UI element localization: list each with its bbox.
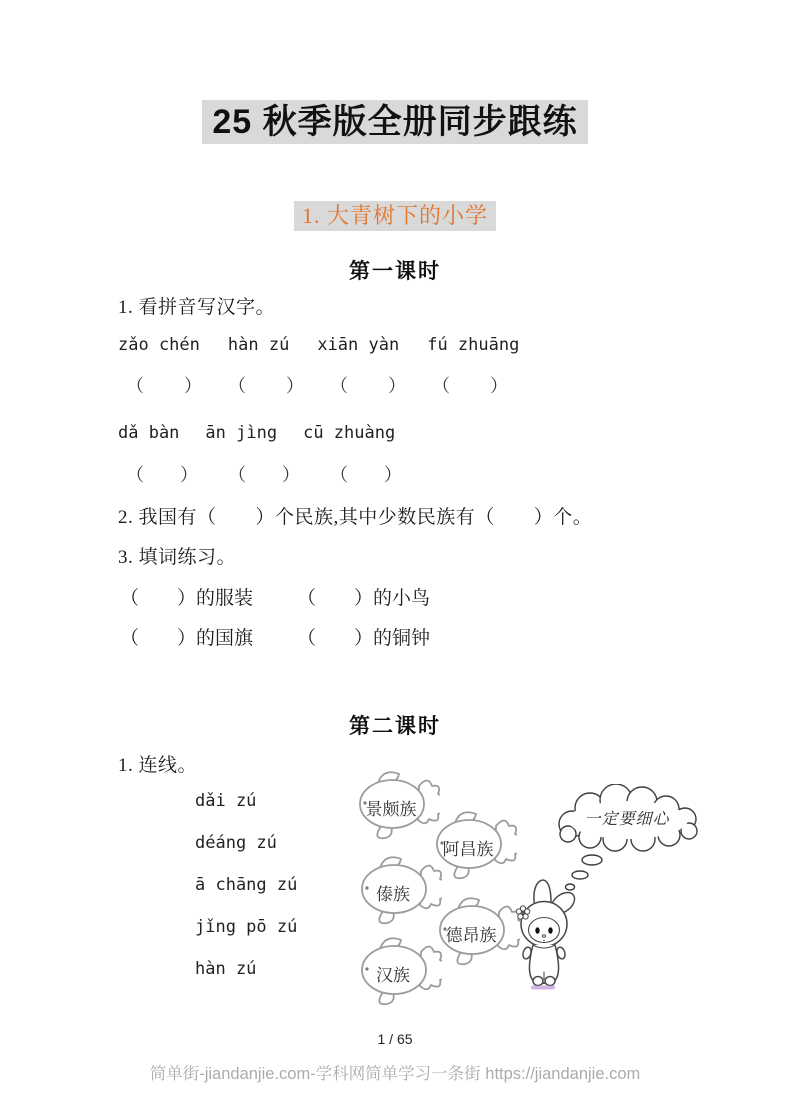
paren-close: ） <box>384 465 402 485</box>
fish-label: 德昂族 <box>445 926 497 945</box>
answer-blank-row-1 <box>126 372 534 398</box>
answer-blank <box>330 372 406 398</box>
rabbit-character <box>512 876 582 992</box>
paren-open: （ <box>330 376 348 396</box>
answer-blank <box>432 372 508 398</box>
pinyin-word: xiān yàn <box>317 335 400 355</box>
fill-word-item: （ ）的服装 <box>120 588 254 609</box>
footer-watermark: 简单街-jiandanjie.com-学科网简单学习一条街 https://jiandanjie.com <box>149 1065 641 1083</box>
document-title: 25 秋季版全册同步跟练 <box>202 100 587 144</box>
paren-open: （ <box>432 376 450 396</box>
page-number: 1 / 65 <box>377 1031 413 1047</box>
question-3: 3. 填词练习。 <box>118 547 237 568</box>
thought-bubble-text: 一定要细心 <box>584 811 670 828</box>
fish-shape <box>358 932 442 1006</box>
pinyin-row-1 <box>118 335 519 355</box>
paren-close: ） <box>490 376 508 396</box>
answer-blank <box>126 372 202 398</box>
paren-open: （ <box>126 376 144 396</box>
question-2: 2. 我国有（ ）个民族,其中少数民族有（ ）个。 <box>118 507 593 528</box>
fill-word-row-2 <box>120 623 430 650</box>
pinyin-word: cū zhuàng <box>303 423 396 443</box>
fish-label: 傣族 <box>376 885 410 904</box>
pinyin-word: ān jìng <box>205 423 278 443</box>
match-pinyin-item: dǎi zú <box>195 791 257 811</box>
paren-close: ） <box>388 376 406 396</box>
paren-close: ） <box>184 376 202 396</box>
question-1: 1. 看拼音写汉字。 <box>118 297 276 318</box>
answer-blank-row-2 <box>126 461 432 487</box>
fish-label: 景颇族 <box>365 800 417 819</box>
lesson-title-row <box>0 201 790 231</box>
match-pinyin-item: ā chāng zú <box>195 875 298 895</box>
pinyin-word: zǎo chén <box>118 335 200 355</box>
paren-open: （ <box>228 376 246 396</box>
paren-open: （ <box>228 465 246 485</box>
pinyin-word: fú zhuāng <box>427 335 520 355</box>
answer-blank <box>126 461 198 487</box>
pinyin-word: dǎ bàn <box>118 423 180 443</box>
paren-close: ） <box>282 465 300 485</box>
fish-shape <box>433 806 517 880</box>
paren-open: （ <box>330 465 348 485</box>
match-pinyin-item: hàn zú <box>195 959 257 979</box>
answer-blank <box>228 461 300 487</box>
paren-close: ） <box>286 376 304 396</box>
session2-question-1: 1. 连线。 <box>118 755 198 776</box>
paren-close: ） <box>180 465 198 485</box>
pinyin-row-2 <box>118 423 395 443</box>
session1-heading: 第一课时 <box>349 259 441 283</box>
fill-word-row-1 <box>120 583 430 610</box>
rabbit-character-icon <box>512 876 582 992</box>
fill-word-item: （ ）的铜钟 <box>297 628 431 649</box>
match-pinyin-item: déáng zú <box>195 833 277 853</box>
fill-word-item: （ ）的小鸟 <box>297 588 431 609</box>
answer-blank <box>228 372 304 398</box>
doc-title-row <box>0 100 790 144</box>
fish-shape <box>436 892 520 966</box>
answer-blank <box>330 461 402 487</box>
session2-heading: 第二课时 <box>349 714 441 738</box>
paren-open: （ <box>126 465 144 485</box>
match-pinyin-item: jǐng pō zú <box>195 917 298 937</box>
fish-shape <box>356 766 440 840</box>
fish-shape <box>358 851 442 925</box>
lesson-title: 1. 大青树下的小学 <box>294 201 496 231</box>
pinyin-word: hàn zú <box>227 335 290 355</box>
fish-label: 阿昌族 <box>442 840 494 859</box>
fill-word-item: （ ）的国旗 <box>120 628 254 649</box>
fish-label: 汉族 <box>376 966 410 985</box>
